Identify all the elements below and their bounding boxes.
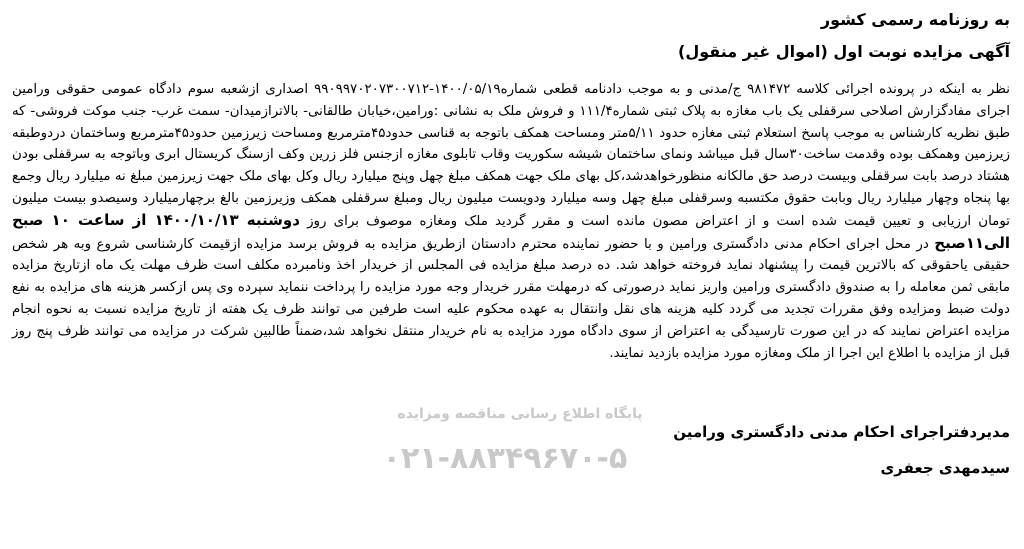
auction-datetime: دوشنبه ۱۴۰۰/۱۰/۱۳ از ساعت ۱۰ صبح الی۱۱صبح <box>12 210 1010 252</box>
signature-office: مدیردفتراجرای احکام مدنی دادگستری ورامین <box>673 423 1010 441</box>
notice-body <box>12 79 1010 364</box>
watermark-phone: ۰۲۱-۸۸۳۴۹۶۷۰-۵ <box>382 441 628 476</box>
notice-title: آگهی مزایده نوبت اول (اموال غیر منقول) <box>678 42 1010 61</box>
notice-text-part1: نظر به اینکه در پرونده اجرائی کلاسه ۹۸۱۴۷۲ ج/مدنی و به موجب دادنامه قطعی شماره۱۴۰۰/۰۵/۱۹-۹۹۰۹۹۷۰۲۰۷۳۰۰۷۱۲ اصداری ازشعبه سوم دادگاه عمومی حقوقی ورامین اجرای مفادگزارش اصلاحی سرقفلی یک باب مغازه به پلاک ثبتی شماره۱۱۱/۴ و فروش ملک به نشانی :ورامین،خیابان طالقانی- بالاترازمیدان- سمت غرب- جنب موکت فروشی- که طبق نظریه کارشناس به موجب پاسخ استعلام ثبتی مغازه حدود ۵/۱۱متر ومساحت همکف باتوجه به قناسی حدود۴۵مترمربع ومساحت زیرزمین حدود۴۵مترمربع وساختمان دردوطبقه زیرزمین وهمکف بوده وقدمت ساخت۳۰سال قبل میباشد ونمای ساختمان شیشه سکوریت وقاب تابلوی مغازه ازجنس فلز زرین وکف ازسنگ کریستال ابری وباتوجه به سرقفلی بودن هشتاد درصد بابت سرقفلی وبیست درصد حق مالکانه منظورخواهدشد،کل بهای ملک جهت همکف مبلغ چهل وپنج میلیارد ریال وکل بهای ملک جهت زیرزمین مبلغ نه میلیارد ریال وجمع بها پنجاه وچهار میلیارد ریال وبابت حقوق مکتسبه وسرقفلی مبلغ چهل وسه میلیارد ودویست میلیون ریال ومبلغ سرقفلی همکف وزیرزمین بالغ برچهارمیلیارد وسیصدو بیست میلیون تومان ارزیابی و تعیین قیمت شده است و از اعتراض مصون مانده است و مقرر گردید ملک ومغازه موصوف برای روز <box>12 82 1011 229</box>
signature-name: سیدمهدی جعفری <box>880 459 1010 477</box>
notice-text-part2: در محل اجرای احکام مدنی دادگستری ورامین و با حضور نماینده محترم دادستان ازطریق مزایده به فروش برسد مزایده ازقیمت کارشناسی شروع وبه هر شخص حقیقی یاحقوقی که بالاترین قیمت را پیشنهاد نماید فروخته خواهد شد. ده درصد مبلغ مزایده فی المجلس از خریدار اخذ ونامبرده مکلف است ظرف مهلت یک ماه ازتاریخ مزایده مابقی ثمن معامله را به صندوق دادگستری ورامین واریز نماید درصورتی که درمهلت مقرر خریدار وجه مورد مزایده را پرداخت ننماید سپرده وی پس ازکسر هزینه های مزایده به نفع دولت ضبط ومزایده وفق مقررات تجدید می گردد کلیه هزینه های نقل وانتقال به عهده محکوم علیه است طرفین می توانند ظرف یک هفته از تاریخ مزایده نسبت به نحوه انجام مزایده اعتراض نمایند که در این صورت تارسیدگی به اعتراض از سوی دادگاه مورد مزایده به نام خریدار منتقل نخواهد شد،ضمناً طالبین شرکت در مزایده می توانند ظرف پنج روز قبل از مزایده با اطلاع این اجرا از ملک ومغازه مورد مزایده بازدید نمایند. <box>12 236 1010 361</box>
watermark-site-name: پایگاه اطلاع رسانی مناقصه ومزایده <box>397 406 643 422</box>
newspaper-header: به روزنامه رسمی کشور <box>820 10 1010 29</box>
